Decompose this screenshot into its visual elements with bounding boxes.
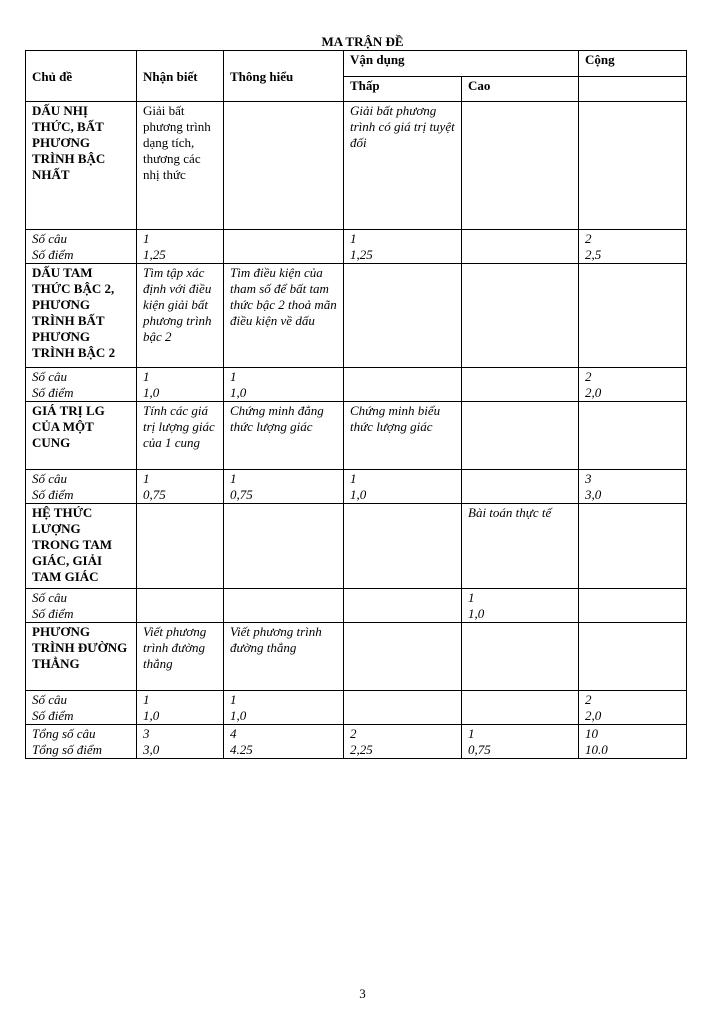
- topic-row-3: [26, 402, 687, 470]
- stats-total: 2 2,0: [579, 691, 687, 725]
- stats-understand: 1 1,0: [224, 368, 344, 402]
- topic-apply-low: [344, 264, 462, 368]
- stats-row-4: [26, 589, 687, 623]
- totals-labels: Tổng số câu Tổng số điểm: [26, 725, 137, 759]
- stats-recognize: 1 1,0: [137, 368, 224, 402]
- header-topic: Chủ đề: [26, 51, 137, 102]
- topic-apply-high: [462, 264, 579, 368]
- document-title: MA TRẬN ĐỀ: [321, 34, 404, 49]
- topic-understand: Tìm điều kiện của tham số để bất tam thức bậc 2 thoả mãn điều kiện về dấu: [224, 264, 344, 368]
- totals-understand: 4 4.25: [224, 725, 344, 759]
- topic-name: DẤU TAM THỨC BẬC 2, PHƯƠNG TRÌNH BẤT PHƯƠNG TRÌNH BẬC 2: [26, 264, 137, 368]
- stats-understand: 1 1,0: [224, 691, 344, 725]
- topic-understand: Viết phương trình đường thẳng: [224, 623, 344, 691]
- stats-apply-high: [462, 368, 579, 402]
- topic-total: [579, 102, 687, 230]
- stats-understand: 1 0,75: [224, 470, 344, 504]
- stats-row-5: [26, 691, 687, 725]
- stats-apply-low: [344, 691, 462, 725]
- topic-recognize: Giải bất phương trình dạng tích, thương các nhị thức: [137, 102, 224, 230]
- topic-apply-high: [462, 402, 579, 470]
- stats-labels: Số câu Số điểm: [26, 691, 137, 725]
- header-total: Cộng: [579, 51, 687, 77]
- stats-row-1: [26, 230, 687, 264]
- topic-apply-high: [462, 102, 579, 230]
- header-row: [26, 51, 687, 77]
- topic-apply-high: Bài toán thực tế: [462, 504, 579, 589]
- stats-understand: [224, 589, 344, 623]
- topic-apply-high: [462, 623, 579, 691]
- stats-total: 2 2,5: [579, 230, 687, 264]
- topic-understand: Chứng minh đẳng thức lượng giác: [224, 402, 344, 470]
- topic-apply-low: [344, 504, 462, 589]
- stats-recognize: 1 1,25: [137, 230, 224, 264]
- topic-row-5: [26, 623, 687, 691]
- topic-total: [579, 402, 687, 470]
- totals-apply-high: 1 0,75: [462, 725, 579, 759]
- topic-name: DẤU NHỊ THỨC, BẤT PHƯƠNG TRÌNH BẬC NHẤT: [26, 102, 137, 230]
- stats-apply-low: [344, 589, 462, 623]
- topic-recognize: Tính các giá trị lượng giác của 1 cung: [137, 402, 224, 470]
- stats-row-2: [26, 368, 687, 402]
- topic-name: PHƯƠNG TRÌNH ĐƯỜNG THẲNG: [26, 623, 137, 691]
- stats-total: 3 3,0: [579, 470, 687, 504]
- topic-apply-low: Chứng minh biểu thức lượng giác: [344, 402, 462, 470]
- header-apply-high: Cao: [462, 77, 579, 102]
- totals-row: [26, 725, 687, 759]
- topic-row-4: [26, 504, 687, 589]
- stats-apply-high: [462, 470, 579, 504]
- stats-apply-low: [344, 368, 462, 402]
- topic-apply-low: Giải bất phương trình có giá trị tuyệt đối: [344, 102, 462, 230]
- stats-understand: [224, 230, 344, 264]
- stats-apply-high: [462, 230, 579, 264]
- stats-recognize: 1 1,0: [137, 691, 224, 725]
- stats-labels: Số câu Số điểm: [26, 230, 137, 264]
- topic-row-1: [26, 102, 687, 230]
- topic-total: [579, 504, 687, 589]
- stats-apply-low: 1 1,0: [344, 470, 462, 504]
- stats-recognize: [137, 589, 224, 623]
- page-number: 3: [359, 986, 366, 1001]
- topic-total: [579, 264, 687, 368]
- header-recognize: Nhận biết: [137, 51, 224, 102]
- header-apply-low: Thấp: [344, 77, 462, 102]
- topic-recognize: Tìm tập xác định với điều kiện giải bất phương trình bậc 2: [137, 264, 224, 368]
- totals-apply-low: 2 2,25: [344, 725, 462, 759]
- totals-recognize: 3 3,0: [137, 725, 224, 759]
- stats-labels: Số câu Số điểm: [26, 470, 137, 504]
- stats-apply-low: 1 1,25: [344, 230, 462, 264]
- exam-matrix-table: [25, 50, 687, 759]
- stats-apply-high: [462, 691, 579, 725]
- stats-row-3: [26, 470, 687, 504]
- topic-total: [579, 623, 687, 691]
- topic-name: GIÁ TRỊ LG CỦA MỘT CUNG: [26, 402, 137, 470]
- topic-apply-low: [344, 623, 462, 691]
- stats-apply-high: 1 1,0: [462, 589, 579, 623]
- topic-recognize: Viết phương trình đường thẳng: [137, 623, 224, 691]
- totals-total: 10 10.0: [579, 725, 687, 759]
- header-total-empty: [579, 77, 687, 102]
- topic-row-2: [26, 264, 687, 368]
- stats-total: 2 2,0: [579, 368, 687, 402]
- stats-labels: Số câu Số điểm: [26, 368, 137, 402]
- topic-name: HỆ THỨC LƯỢNG TRONG TAM GIÁC, GIẢI TAM GIÁC: [26, 504, 137, 589]
- topic-understand: [224, 102, 344, 230]
- header-understand: Thông hiểu: [224, 51, 344, 102]
- header-apply: Vận dụng: [344, 51, 579, 77]
- stats-recognize: 1 0,75: [137, 470, 224, 504]
- stats-total: [579, 589, 687, 623]
- stats-labels: Số câu Số điểm: [26, 589, 137, 623]
- topic-understand: [224, 504, 344, 589]
- topic-recognize: [137, 504, 224, 589]
